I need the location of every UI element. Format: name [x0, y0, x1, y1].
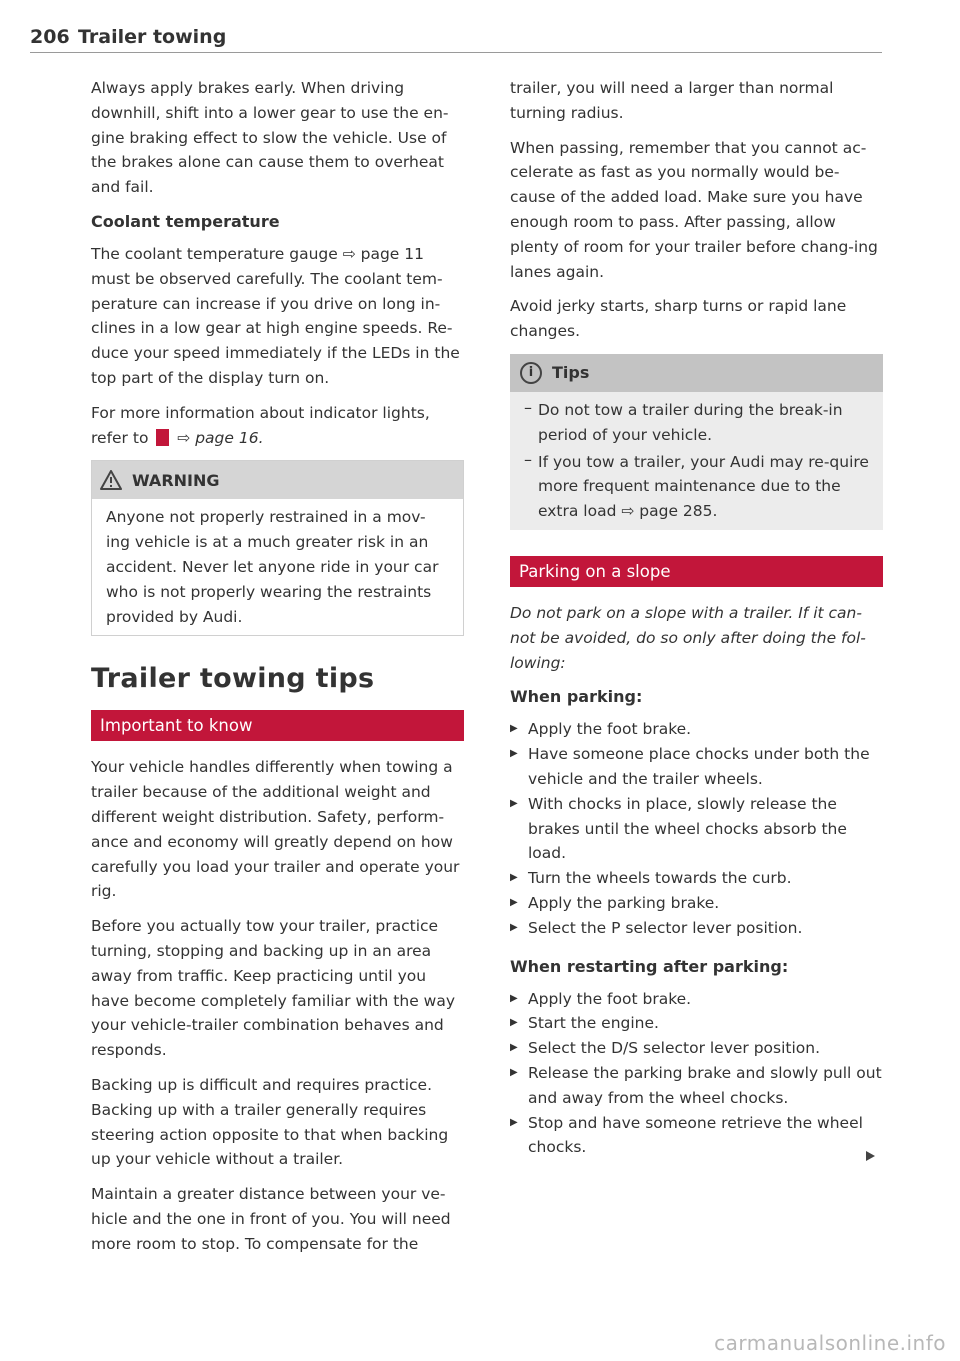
- tip-text: Do not tow a trailer during the break-in period of your vehicle.: [538, 400, 843, 444]
- when-restarting-heading: When restarting after parking:: [510, 956, 789, 976]
- warning-title: WARNING: [132, 470, 220, 490]
- watermark: carmanualsonline.info: [714, 1331, 946, 1355]
- paragraph: When passing, remember that you cannot ac-celerate as fast as you normally would be-cause of the added load. Make sure you have enough room to pass. After passing, allow plenty of room for your trailer before chang-ing lanes again.: [510, 138, 878, 281]
- warning-triangle-icon: [100, 470, 122, 490]
- chapter-title: Trailer towing tips: [91, 663, 375, 695]
- coolant-heading: Coolant temperature: [91, 211, 280, 231]
- paragraph: Maintain a greater distance between your ve-hicle and the one in front of you. You will need more room to stop. To compensate for the: [91, 1185, 451, 1253]
- list-item: ▶ Apply the parking brake.: [510, 893, 720, 912]
- important-heading: Important to know: [91, 710, 464, 741]
- restart-steps-list: [510, 987, 883, 1161]
- right-column: [510, 76, 883, 1160]
- list-item: ▶ Apply the foot brake.: [510, 720, 692, 739]
- list-item: ▶ Apply the foot brake.: [510, 989, 692, 1008]
- page-number: 206: [30, 26, 70, 48]
- paragraph: Always apply brakes early. When driving downhill, shift into a lower gear to use the en-gine braking effect to slow the vehicle. Use of the brakes alone can cause them to overheat and fail.: [91, 79, 449, 197]
- list-item: – Do not tow a trailer during the break-in period of your vehicle.: [524, 398, 869, 448]
- list-item: ▶ Have someone place chocks under both the vehicle and the trailer wheels.: [510, 745, 870, 788]
- list-item: ▶ Select the P selector lever position.: [510, 918, 803, 937]
- warning-header: [92, 461, 463, 499]
- tips-label: Tips: [552, 363, 590, 383]
- list-item: ▶ Start the engine.: [510, 1014, 659, 1033]
- tips-header: [510, 354, 883, 392]
- slope-intro: Do not park on a slope with a trailer. If it can-not be avoided, do so only after doing the fol-lowing:: [510, 603, 866, 672]
- list-item: ▶ Turn the wheels towards the curb.: [510, 869, 792, 888]
- warning-box: [91, 460, 464, 636]
- warning-text: Anyone not properly restrained in a mov-ing vehicle is at a much greater risk in an accident. Never let anyone ride in your car who is not properly wearing the restraints provided by Audi.: [106, 508, 439, 626]
- indicator-text: For more information about indicator lights, refer to: [91, 403, 430, 447]
- page-header: [30, 26, 882, 53]
- list-item: ▶ Select the D/S selector lever position.: [510, 1039, 821, 1058]
- tip-text: If you tow a trailer, your Audi may re-quire more frequent maintenance due to the extra load ⇨ page 285.: [538, 452, 869, 521]
- paragraph: trailer, you will need a larger than normal turning radius.: [510, 79, 834, 122]
- paragraph: Avoid jerky starts, sharp turns or rapid lane changes.: [510, 297, 847, 341]
- section-title: Trailer towing: [78, 26, 227, 48]
- tips-box: [510, 354, 883, 530]
- list-item: ▶ With chocks in place, slowly release the brakes until the wheel chocks absorb the load.: [510, 794, 847, 863]
- warning-body: [92, 499, 463, 635]
- slope-heading: Parking on a slope: [510, 556, 883, 587]
- info-icon: i: [520, 362, 542, 384]
- paragraph: Backing up is difficult and requires practice. Backing up with a trailer generally requires steering action opposite to that when backing up your vehicle without a trailer.: [91, 1075, 449, 1169]
- paragraph: [91, 401, 464, 451]
- paragraph: Before you actually tow your trailer, practice turning, stopping and backing up in an area away from traffic. Keep practicing until you have become completely familiar with the way your vehicle-trailer combination behaves and responds.: [91, 917, 456, 1060]
- parking-steps-list: [510, 717, 883, 940]
- tips-body: [510, 392, 883, 530]
- left-column: [91, 76, 464, 1266]
- list-item: ▶ Release the parking brake and slowly pull out and away from the wheel chocks.: [510, 1063, 882, 1107]
- continue-arrow-icon: [866, 1151, 875, 1161]
- list-item: – If you tow a trailer, your Audi may re-quire more frequent maintenance due to the extra load ⇨ page 285.: [524, 450, 869, 524]
- when-parking-heading: When parking:: [510, 687, 643, 707]
- paragraph: Your vehicle handles differently when towing a trailer because of the additional weight and different weight distribution. Safety, perform-ance and economy will greatly depend on how carefully you load your trailer and operate your rig.: [91, 758, 460, 901]
- coolant-warning-light-icon: [156, 429, 169, 446]
- page-reference-link[interactable]: ⇨ page 16.: [177, 428, 264, 447]
- list-item: ▶ Stop and have someone retrieve the wheel chocks.: [510, 1113, 863, 1157]
- paragraph: The coolant temperature gauge ⇨ page 11 must be observed carefully. The coolant tem-perature can increase if you drive on long in-clines in a low gear at high engine speeds. Re-duce your speed immediately if the LEDs in the top part of the display turn on.: [91, 244, 460, 387]
